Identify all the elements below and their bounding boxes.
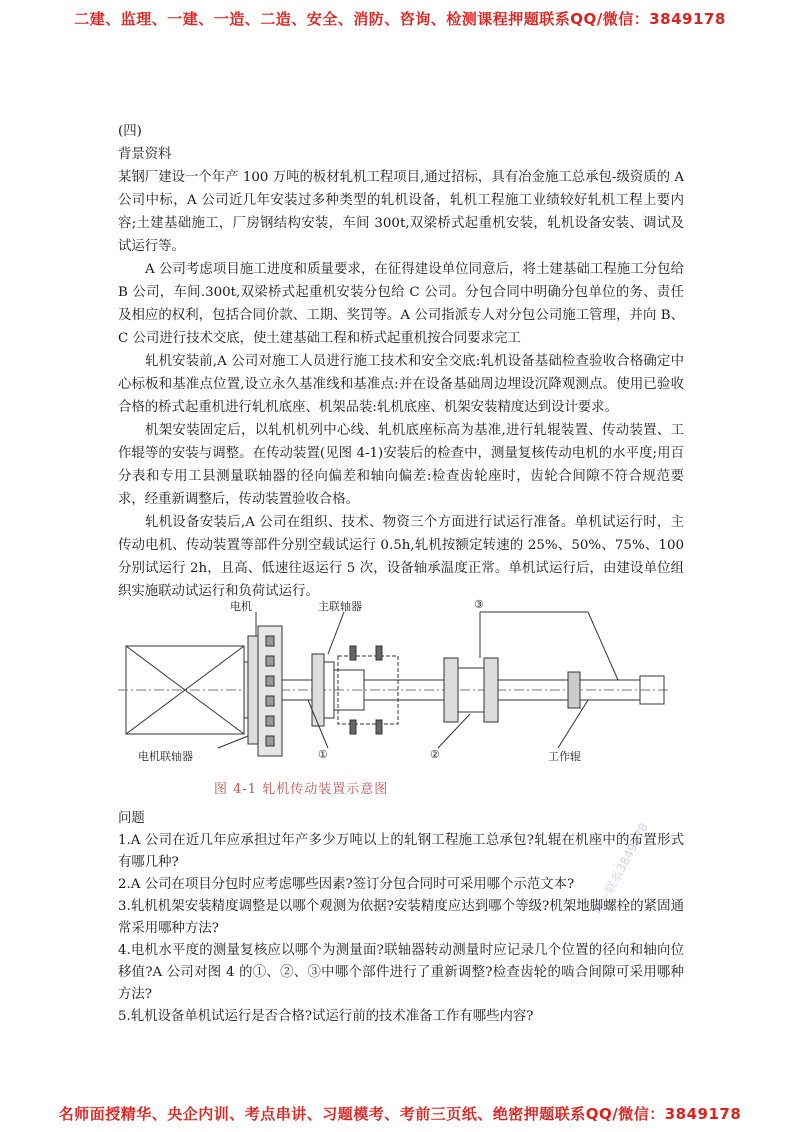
drive-diagram-drawing — [118, 596, 684, 806]
paragraph-3: 轧机安装前,A 公司对施工人员进行施工技术和安全交底:轧机设备基础检查验收合格确定中心标板和基准点位置,设立永久基准线和基准点:并在设备基础周边埋设沉降观测点。使用已验收合格的桥式起重机进行轧机底座、机架品装:轧机底座、机架安装精度达到设计要求。 — [118, 354, 684, 415]
section-number: (四) — [118, 124, 142, 139]
paragraph-1: 某钢厂建设一个年产 100 万吨的板材轧机工程项目,通过招标，具有冶金施工总承包-级资质的 A 公司中标，A 公司近几年安装过多种类型的轧机设备，轧机工程施工业绩较好轧机工程上要内容;土建基础施工，厂房钢结构安装，车间 300t,双梁桥式起重机安装，轧机设备安装、调试及试运行等。 — [118, 170, 684, 254]
question-item: 4.电机水平度的测量复核应以哪个为测量面?联轴器转动测量时应记录几个位置的径向和轴向位移值?A 公司对图 4 的①、②、③中哪个部件进行了重新调整?检查齿轮的啮合间隙可采用哪种方法? — [118, 943, 684, 1002]
footer-banner: 名师面授精华、央企内训、考点串讲、习题模考、考前三页纸、绝密押题联系QQ/微信：3849178 — [58, 1105, 742, 1123]
paragraph-4: 机架安装固定后，以轧机机列中心线、轧机底座标高为基准,进行轧辊装置、传动装置、工作辊等的安装与调整。在传动装置(见图 4-1)安装后的检查中，测量复核传动电机的水平度;用百分表和专用工县测量联轴器的径向偏差和轴向偏差:检查齿轮座时，齿轮合间隙不符合规范要求，经重新调整后，传动装置验收合格。 — [118, 423, 684, 507]
label-part2: ② — [430, 748, 440, 761]
questions-section — [118, 808, 684, 1028]
question-item: 5.轧机设备单机试运行是否合格?试运行前的技术准备工作有哪些内容? — [118, 1009, 534, 1024]
label-work-roll: 工作辊 — [548, 750, 581, 763]
label-motor: 电机 — [230, 600, 252, 613]
label-part1: ① — [318, 748, 328, 761]
paragraph-2: A 公司考虑项目施工进度和质量要求，在征得建设单位同意后，将土建基础工程施工分包给 B 公司，车间.300t,双梁桥式起重机安装分包给 C 公司。分包合同中明确分包单位的务、责任及相应的权利，包括合同价款、工期、奖罚等。A 公司指派专人对分包公司施工管理，并向 B、C 公司进行技术交底，使土建基础工程和桥式起重机按合同要求完工 — [118, 262, 684, 346]
section-heading: 背景资料 — [118, 147, 172, 162]
label-part3: ③ — [474, 598, 484, 611]
question-item: 2.A 公司在项目分包时应考虑哪些因素?签订分包合同时可采用哪个示范文本? — [118, 877, 575, 892]
watermark: 唯一联系3849178 — [591, 820, 652, 917]
header-banner: 二建、监理、一建、一造、二造、安全、消防、咨询、检测课程押题联系QQ/微信：3849178 — [74, 10, 726, 28]
paragraph-5: 轧机设备安装后,A 公司在组织、技术、物资三个方面进行试运行准备。单机试运行时，主传动电机、传动装置等部件分别空载试运行 0.5h,轧机按额定转速的 25%、50%、75%、100分别试运行 2h，且高、低速往返运行 5 次，设备轴承温度正常。单机试运行后，由建设单位组织实施联动试运行和负荷试运行。 — [118, 515, 684, 599]
label-motor-coupling: 电机联轴器 — [138, 750, 193, 763]
questions-heading: 问题 — [118, 811, 145, 826]
figure-caption: 图 4-1 轧机传动装置示意图 — [214, 782, 389, 797]
label-main-coupling: 主联轴器 — [318, 600, 362, 613]
question-item: 1.A 公司在近几年应承担过年产多少万吨以上的轧钢工程施工总承包?轧辊在机座中的布置形式有哪几种? — [118, 833, 684, 870]
background-section — [118, 120, 684, 603]
drive-diagram — [118, 596, 684, 806]
question-item: 3.轧机机架安装精度调整是以哪个观测为依据?安装精度应达到哪个等级?机架地脚螺栓的紧固通常采用哪种方法? — [118, 899, 684, 936]
